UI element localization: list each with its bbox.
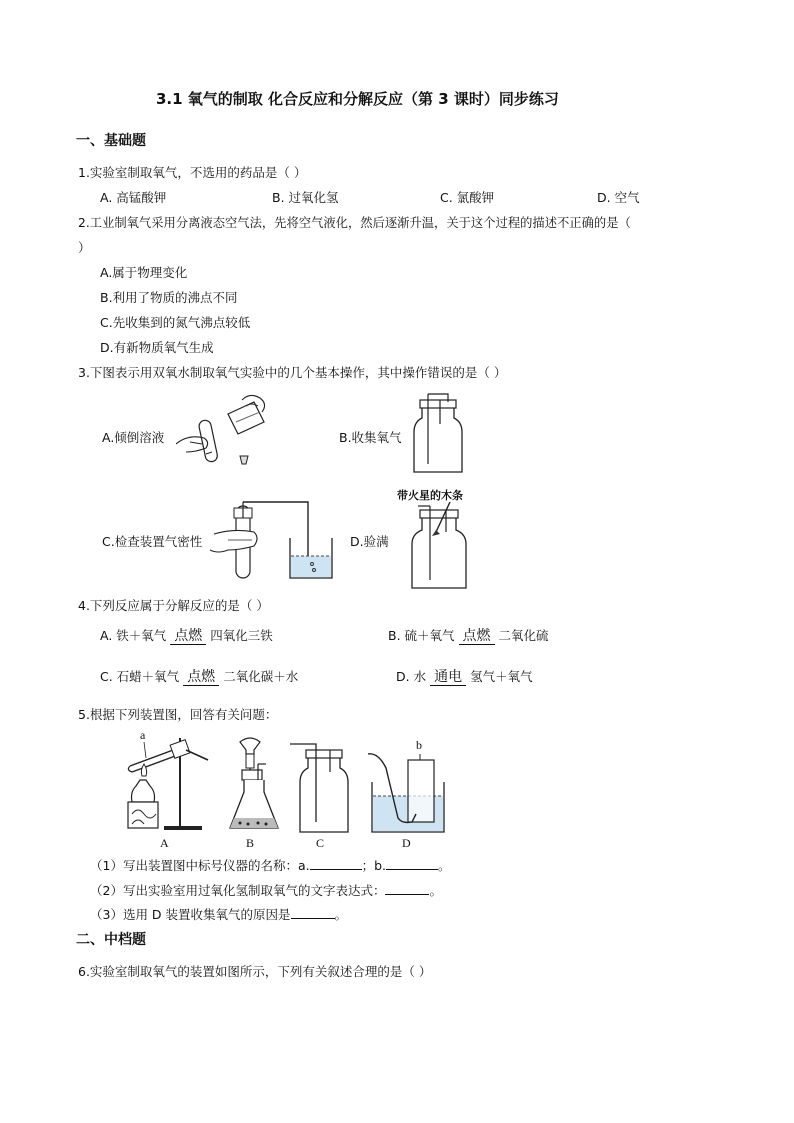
question-3-option-b: B.收集氧气: [339, 430, 402, 445]
sub2-end: 。: [429, 883, 442, 898]
sub1-prefix: （1）写出装置图中标号仪器的名称：a.: [90, 858, 310, 873]
option-d-condition: 通电: [430, 669, 466, 686]
sub3-prefix: （3）选用 D 装置收集氧气的原因是: [90, 907, 291, 922]
option-b-condition: 点燃: [459, 628, 495, 645]
question-2-stem: 2.工业制氧气采用分离液态空气法，先将空气液化，然后逐渐升温，关于这个过程的描述不正确的是（: [78, 216, 631, 230]
question-4-option-d: [396, 667, 533, 686]
question-3-stem: 3.下图表示用双氧水制取氧气实验中的几个基本操作，其中操作错误的是（ ）: [78, 365, 507, 380]
option-d-products: 氢气＋氧气: [470, 669, 533, 684]
option-c-condition: 点燃: [183, 669, 219, 686]
section-heading-basic: 一、基础题: [76, 133, 146, 149]
question-1-option-c: C. 氯酸钾: [440, 190, 495, 205]
question-4-option-b: [388, 626, 549, 645]
answer-blank-reason[interactable]: [291, 907, 335, 919]
pouring-solution-figure: [176, 392, 272, 474]
airtightness-check-figure: [204, 494, 344, 582]
question-4-option-c: [100, 667, 298, 686]
question-2-option-c: C.先收集到的氮气沸点较低: [100, 315, 251, 330]
option-a-products: 四氧化三铁: [210, 628, 273, 643]
question-5-sub3: [90, 905, 347, 923]
option-c-products: 二氧化碳＋水: [223, 669, 299, 684]
apparatus-c-figure: [290, 742, 356, 834]
apparatus-a-figure: [124, 728, 216, 836]
question-5-stem: 5.根据下列装置图，回答有关问题：: [78, 707, 278, 722]
question-6-stem: 6.实验室制取氧气的装置如图所示，下列有关叙述合理的是（ ）: [78, 964, 432, 979]
option-d-reactants: D. 水: [396, 669, 427, 684]
question-2-option-d: D.有新物质氧气生成: [100, 340, 214, 355]
question-2-option-b: B.利用了物质的沸点不同: [100, 290, 238, 305]
sub3-end: 。: [334, 907, 348, 922]
question-1-option-b: B. 过氧化氢: [272, 190, 339, 205]
question-1-option-a: A. 高锰酸钾: [100, 190, 167, 205]
sub2-prefix: （2）写出实验室用过氧化氢制取氧气的文字表达式：: [90, 883, 386, 898]
section-heading-intermediate: 二、中档题: [76, 932, 146, 948]
apparatus-letter-a: A: [160, 836, 169, 850]
apparatus-d-figure: [368, 752, 448, 834]
collect-oxygen-bottle-figure: [408, 392, 468, 476]
answer-blank-equation[interactable]: [385, 883, 429, 895]
apparatus-letter-c: C: [316, 836, 325, 850]
question-2-option-a: A.属于物理变化: [100, 265, 188, 280]
apparatus-letter-b: B: [246, 836, 255, 850]
option-b-reactants: B. 硫＋氧气: [388, 628, 455, 643]
check-full-bottle-figure: [406, 502, 472, 590]
question-4-option-a: [100, 626, 273, 645]
question-5-sub1: [90, 856, 451, 874]
question-5-sub2: [90, 881, 442, 899]
question-3-option-d: D.验满: [350, 534, 389, 549]
burning-stick-label: 带火星的木条: [397, 489, 463, 502]
question-2-stem-end: ）: [78, 240, 91, 255]
option-a-condition: 点燃: [170, 628, 206, 645]
option-b-products: 二氧化硫: [498, 628, 549, 643]
option-c-reactants: C. 石蜡＋氧气: [100, 669, 180, 684]
apparatus-label-b-mark: b: [416, 738, 422, 752]
answer-blank-b[interactable]: [386, 858, 438, 870]
apparatus-b-figure: [226, 736, 282, 834]
option-a-reactants: A. 铁＋氧气: [100, 628, 167, 643]
page-title: 3.1 氧气的制取 化合反应和分解反应（第 3 课时）同步练习: [156, 90, 559, 108]
question-1-option-d: D. 空气: [597, 190, 640, 205]
question-4-stem: 4.下列反应属于分解反应的是（ ）: [78, 598, 269, 613]
sub1-middle: ；b.: [361, 858, 387, 873]
question-3-option-a: A.倾倒溶液: [102, 430, 165, 445]
question-1-stem: 1.实验室制取氧气，不选用的药品是（ ）: [78, 165, 307, 180]
sub1-end: 。: [438, 858, 451, 873]
apparatus-label-a-mark: a: [140, 728, 146, 742]
question-3-option-c: C.检查装置气密性: [102, 534, 203, 549]
answer-blank-a[interactable]: [310, 858, 362, 870]
apparatus-letter-d: D: [402, 836, 411, 850]
